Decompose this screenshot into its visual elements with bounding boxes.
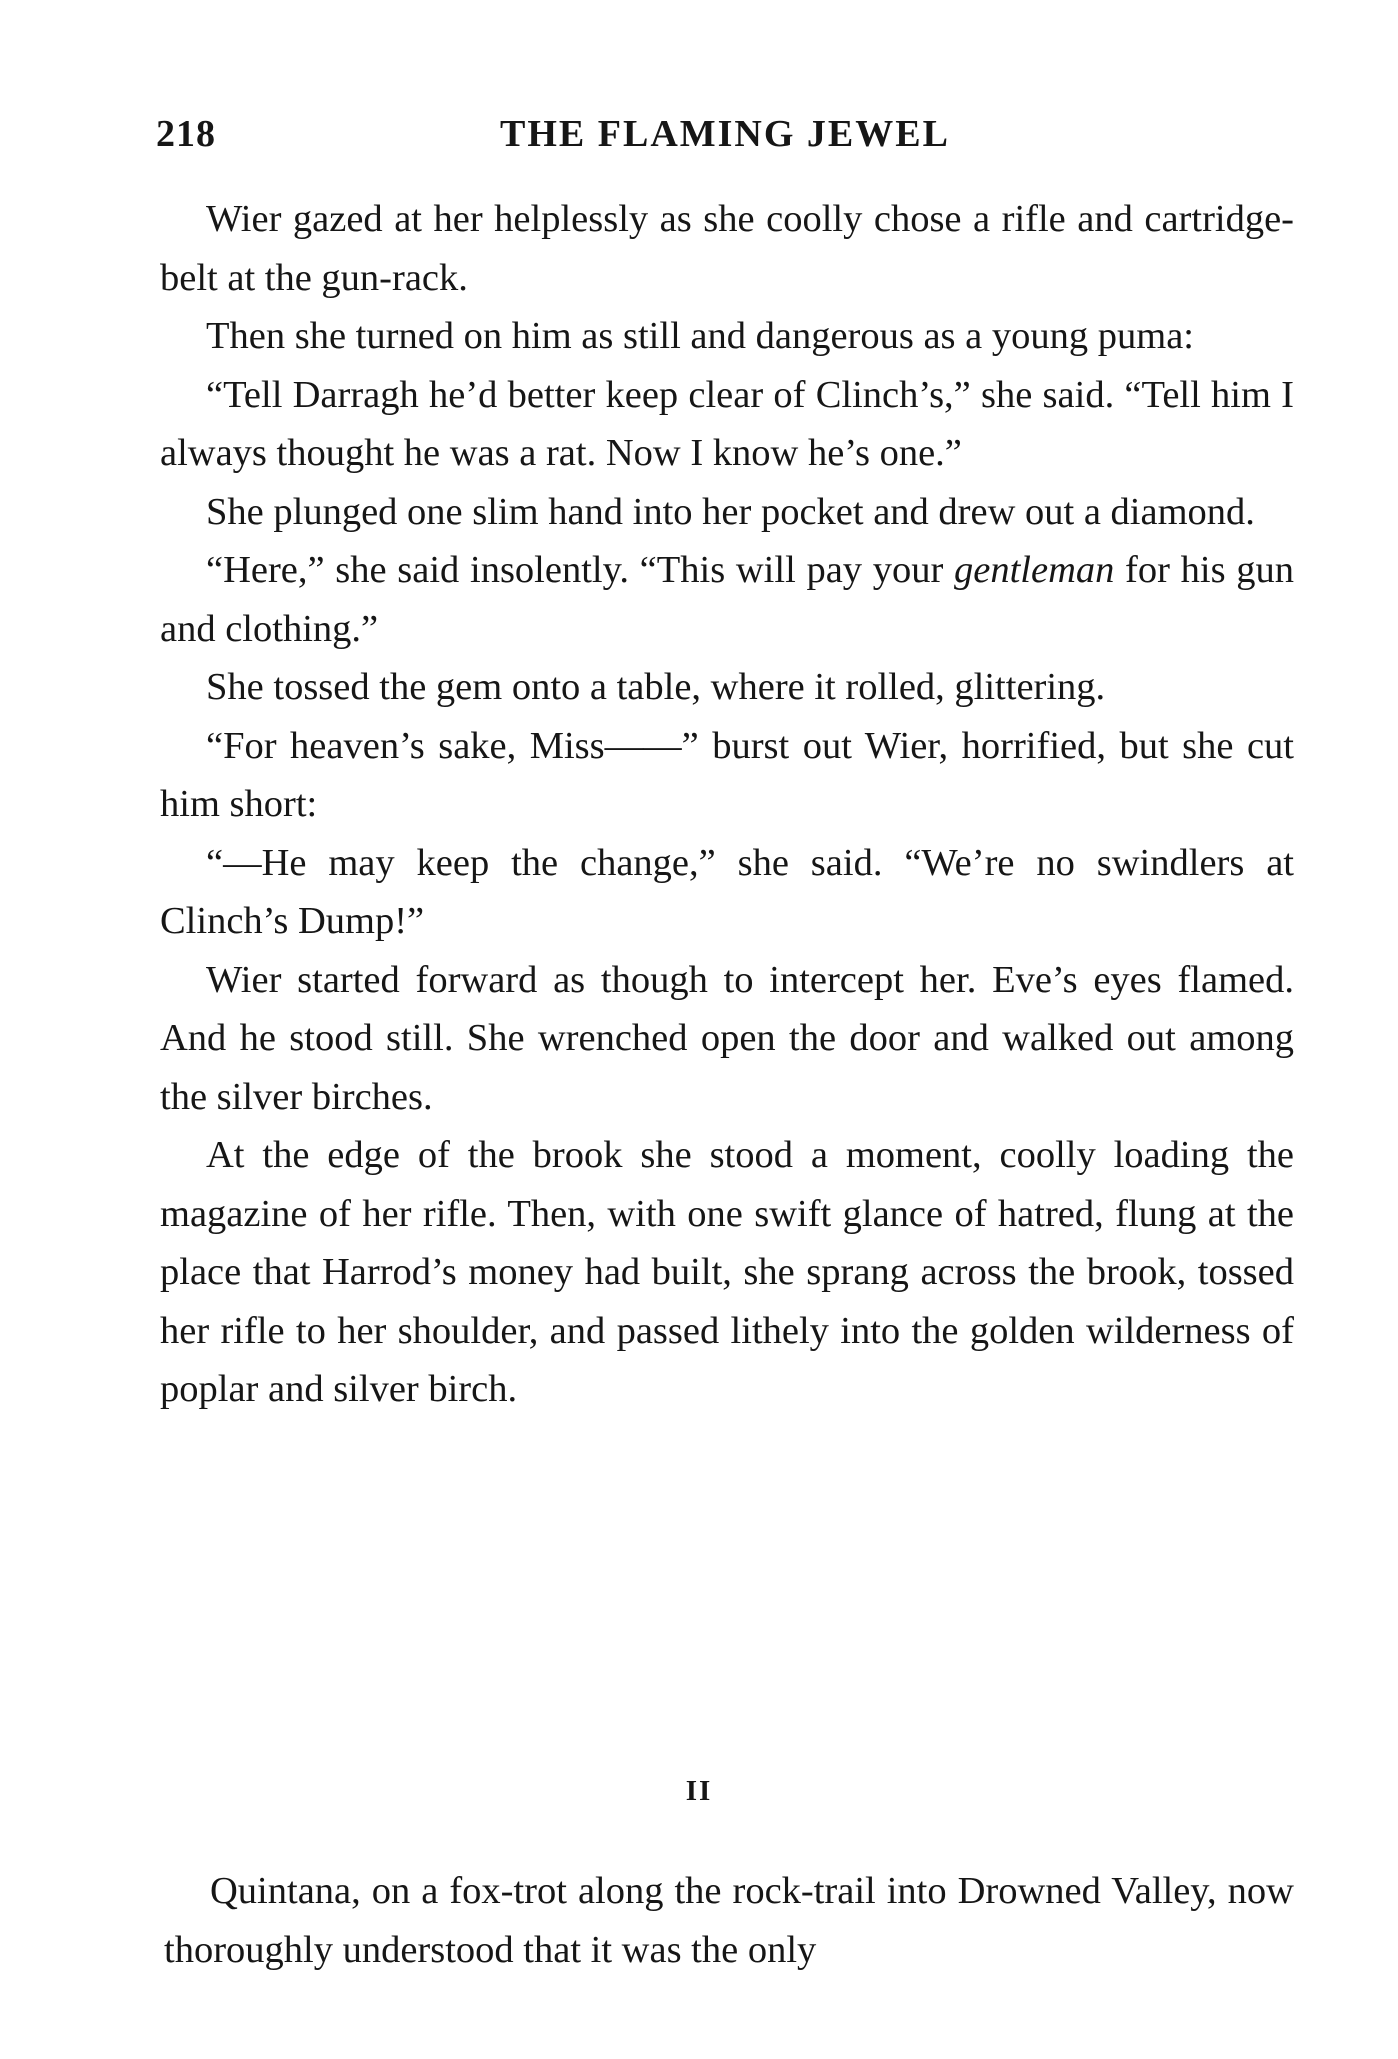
italic-word: gentleman bbox=[954, 549, 1115, 591]
paragraph: Wier gazed at her helplessly as she coolly chose a rifle and cartridge-belt at the gun-rack. bbox=[160, 198, 1294, 299]
paragraph: “—He may keep the change,” she said. “We’re no swindlers at Clinch’s Dump!” bbox=[160, 841, 1294, 942]
paragraph: “For heaven’s sake, Miss——” burst out Wier, horrified, but she cut him short: bbox=[160, 724, 1294, 825]
paragraph-text: for his gun and clothing.” bbox=[160, 549, 1294, 650]
page-number: 218 bbox=[156, 113, 216, 155]
paragraph: “Tell Darragh he’d better keep clear of Clinch’s,” she said. “Tell him I always thought he was a rat. Now I know he’s one.” bbox=[160, 373, 1294, 474]
paragraph bbox=[160, 541, 1294, 658]
paragraph: Then she turned on him as still and dangerous as a young puma: bbox=[206, 315, 1194, 357]
running-head bbox=[156, 112, 1294, 172]
paragraph: Wier started forward as though to intercept her. Eve’s eyes flamed. And he stood still. She wrenched open the door and walked out among the silver birches. bbox=[160, 958, 1294, 1118]
paragraph: At the edge of the brook she stood a moment, coolly loading the magazine of her rifle. Then, with one swift glance of hatred, flung at the place that Harrod’s money had built, she sprang across the brook, tossed her rifle to her shoulder, and passed lithely into the golden wilderness of poplar and silver birch. bbox=[160, 1134, 1294, 1410]
book-title: THE FLAMING JEWEL bbox=[500, 113, 950, 155]
paragraph: She tossed the gem onto a table, where it rolled, glittering. bbox=[206, 666, 1106, 708]
paragraph-text: “Here,” she said insolently. “This will pay your bbox=[206, 549, 954, 591]
section-number: II bbox=[685, 1775, 713, 1807]
paragraph: She plunged one slim hand into her pocket and drew out a diamond. bbox=[206, 490, 1255, 533]
section-text bbox=[164, 1862, 1294, 1979]
paragraph: Quintana, on a fox-trot along the rock-trail into Drowned Valley, now thoroughly understood that it was the only bbox=[164, 1870, 1294, 1971]
main-text bbox=[160, 190, 1294, 1419]
